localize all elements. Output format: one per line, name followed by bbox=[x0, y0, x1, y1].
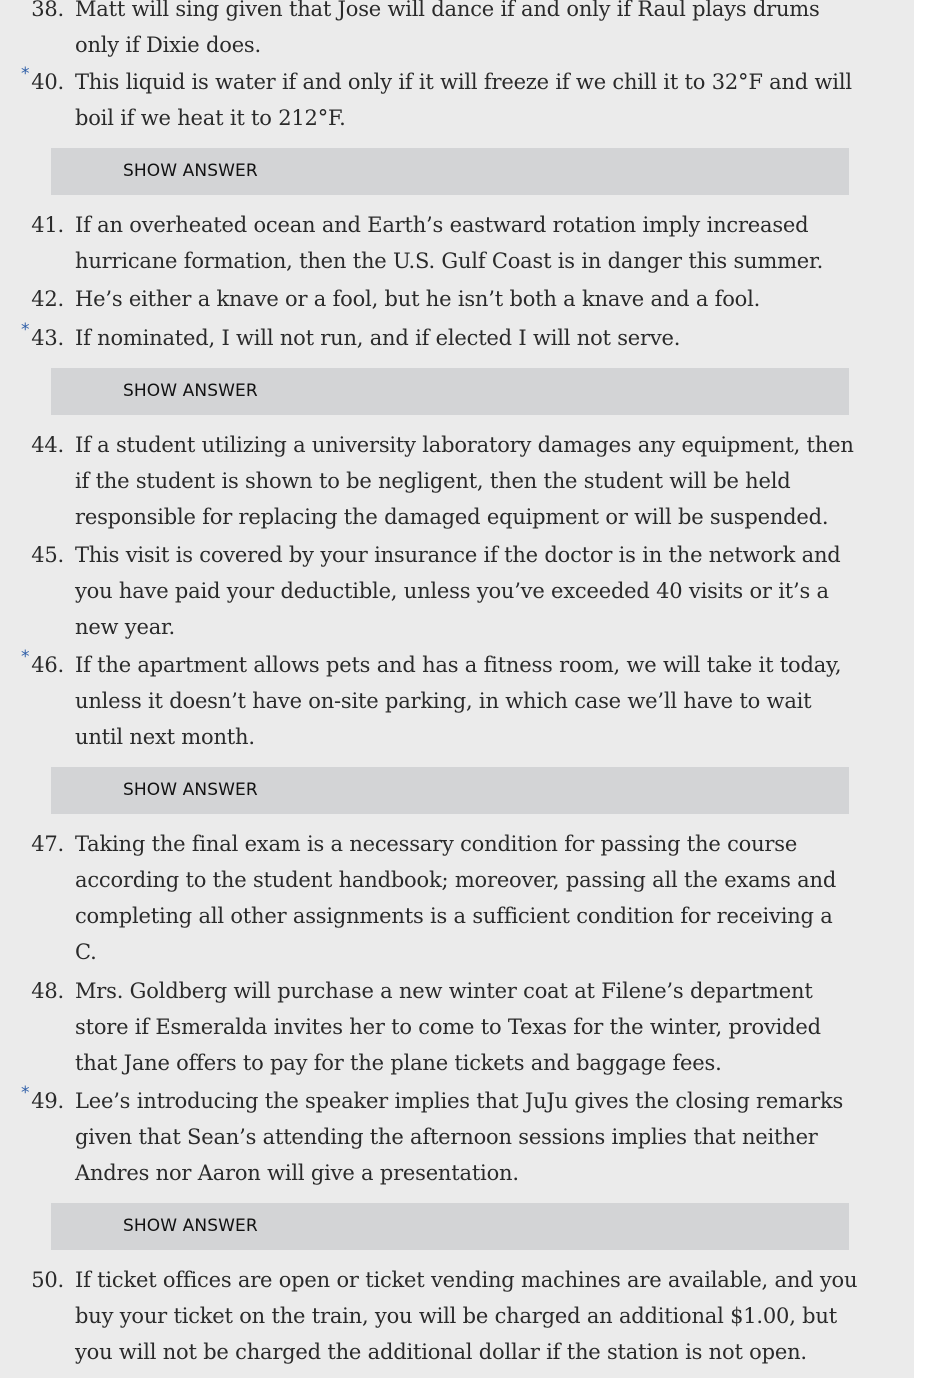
exercise-text: Mrs. Goldberg will purchase a new winter coat at Filene’s department store if Esmeralda invites her to come to Texas for the winter, provided that Jane offers to pay for the plane tickets and baggage fees. bbox=[75, 979, 821, 1075]
asterisk-icon: * bbox=[21, 320, 30, 340]
asterisk-icon: * bbox=[21, 647, 30, 667]
show-answer-button[interactable] bbox=[51, 767, 849, 814]
exercise-text: Matt will sing given that Jose will dance if and only if Raul plays drums only if Dixie does. bbox=[75, 0, 820, 57]
exercise-number: 43. bbox=[31, 326, 64, 350]
exercise-text: If the apartment allows pets and has a fitness room, we will take it today, unless it doesn’t have on-site parking, in which case we’ll have to wait until next month. bbox=[75, 653, 842, 749]
show-answer-label: SHOW ANSWER bbox=[123, 381, 258, 401]
exercise-number: 45. bbox=[31, 543, 64, 567]
exercise-text: This liquid is water if and only if it will freeze if we chill it to 32°F and will boil if we heat it to 212°F. bbox=[75, 70, 852, 130]
exercise-number: 49. bbox=[31, 1089, 64, 1113]
asterisk-icon: * bbox=[21, 64, 30, 84]
exercise-number: 46. bbox=[31, 653, 64, 677]
show-answer-label: SHOW ANSWER bbox=[123, 161, 258, 181]
exercise-text: Lee’s introducing the speaker implies that JuJu gives the closing remarks given that Sean’s attending the afternoon sessions implies that neither Andres nor Aaron will give a presentation. bbox=[75, 1089, 844, 1185]
asterisk-icon: * bbox=[21, 1083, 30, 1103]
exercise-number: 42. bbox=[31, 287, 64, 311]
exercise-number: 48. bbox=[31, 979, 64, 1003]
exercise-number: 50. bbox=[31, 1268, 64, 1292]
exercise-text: If an overheated ocean and Earth’s eastward rotation imply increased hurricane formation, then the U.S. Gulf Coast is in danger this summer. bbox=[75, 213, 824, 273]
exercise-text: Taking the final exam is a necessary condition for passing the course according to the student handbook; moreover, passing all the exams and completing all other assignments is a sufficient condition for receiving a C. bbox=[75, 832, 837, 964]
show-answer-button[interactable] bbox=[51, 1203, 849, 1250]
exercise-number: 47. bbox=[31, 832, 64, 856]
exercise-text: He’s either a knave or a fool, but he isn’t both a knave and a fool. bbox=[75, 287, 761, 311]
show-answer-button[interactable] bbox=[51, 368, 849, 415]
exercise-number: 41. bbox=[31, 213, 64, 237]
show-answer-label: SHOW ANSWER bbox=[123, 780, 258, 800]
exercise-number: 44. bbox=[31, 433, 64, 457]
exercise-number: 40. bbox=[31, 70, 64, 94]
exercise-text: If a student utilizing a university laboratory damages any equipment, then if the student is shown to be negligent, then the student will be held responsible for replacing the damaged equipment or will be suspended. bbox=[75, 433, 854, 529]
exercise-text: This visit is covered by your insurance if the doctor is in the network and you have paid your deductible, unless you’ve exceeded 40 visits or it’s a new year. bbox=[75, 543, 841, 639]
show-answer-button[interactable] bbox=[51, 148, 849, 195]
exercise-text: If nominated, I will not run, and if elected I will not serve. bbox=[75, 326, 681, 350]
exercise-number: 38. bbox=[31, 0, 64, 21]
show-answer-label: SHOW ANSWER bbox=[123, 1216, 258, 1236]
exercise-text: If ticket offices are open or ticket vending machines are available, and you buy your ticket on the train, you will be charged an additional $1.00, but you will not be charged the additional dollar if the station is not open. bbox=[75, 1268, 858, 1364]
